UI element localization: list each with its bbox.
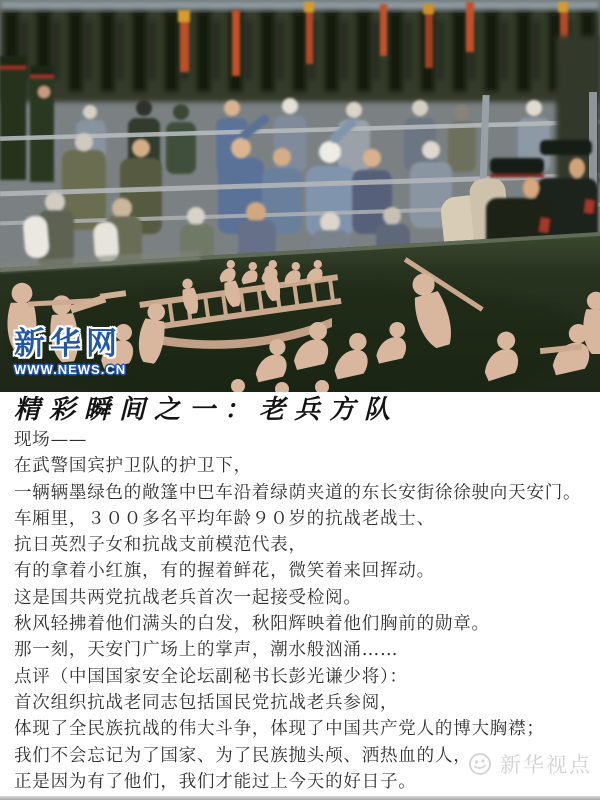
article-line: 抗日英烈子女和抗战支前模范代表， [14,535,307,556]
article-line: 车厢里，３００多名平均年龄９０岁的抗战老战士、 [14,508,435,529]
honor-guard-band [0,0,600,102]
article-text-block [14,427,590,795]
article-line: 这是国共两党抗战老兵首次一起接受检阅。 [14,587,362,608]
article-line: 我们不会忘记为了国家、为了民族抛头颅、洒热血的人， [14,745,472,766]
article-title: 精彩瞬间之一：老兵方队 [14,395,400,425]
article-line: 在武警国宾护卫队的护卫下， [14,456,252,477]
article-line: 点评（中国国家安全论坛副秘书长彭光谦少将）： [14,666,408,687]
article-line: 正是因为有了他们，我们才能过上今天的好日子。 [14,771,417,792]
article-line: 体现了全民族抗战的伟大斗争，体现了中国共产党人的博大胸襟； [14,719,545,740]
article-line: 那一刻，天安门广场上的掌声，潮水般汹涌…… [14,640,399,661]
article-line: 首次组织抗战老同志包括国民党抗战老兵参阅， [14,692,399,713]
xinhuanet-url-text: WWW.NEWS.CN [14,362,127,377]
xinhua-viewpoint-icon [467,751,493,777]
bottom-divider [0,796,600,800]
article-line: 现场—— [14,430,88,450]
article-body [0,392,600,795]
article-line: 一辆辆墨绿色的敞篷中巴车沿着绿荫夹道的东长安街徐徐驶向天安门。 [14,482,582,503]
article-line: 秋风轻拂着他们满头的白发，秋阳辉映着他们胸前的勋章。 [14,614,490,635]
article-line: 有的拿着小红旗，有的握着鲜花，微笑着来回挥动。 [14,561,435,582]
xinhua-viewpoint-watermark [467,749,592,779]
xinhuanet-watermark-logo [14,328,126,376]
parade-photo[interactable] [0,0,600,392]
xinhua-viewpoint-label: 新华视点 [500,754,592,777]
xinhuanet-brand-text: 新华网 [14,326,122,361]
